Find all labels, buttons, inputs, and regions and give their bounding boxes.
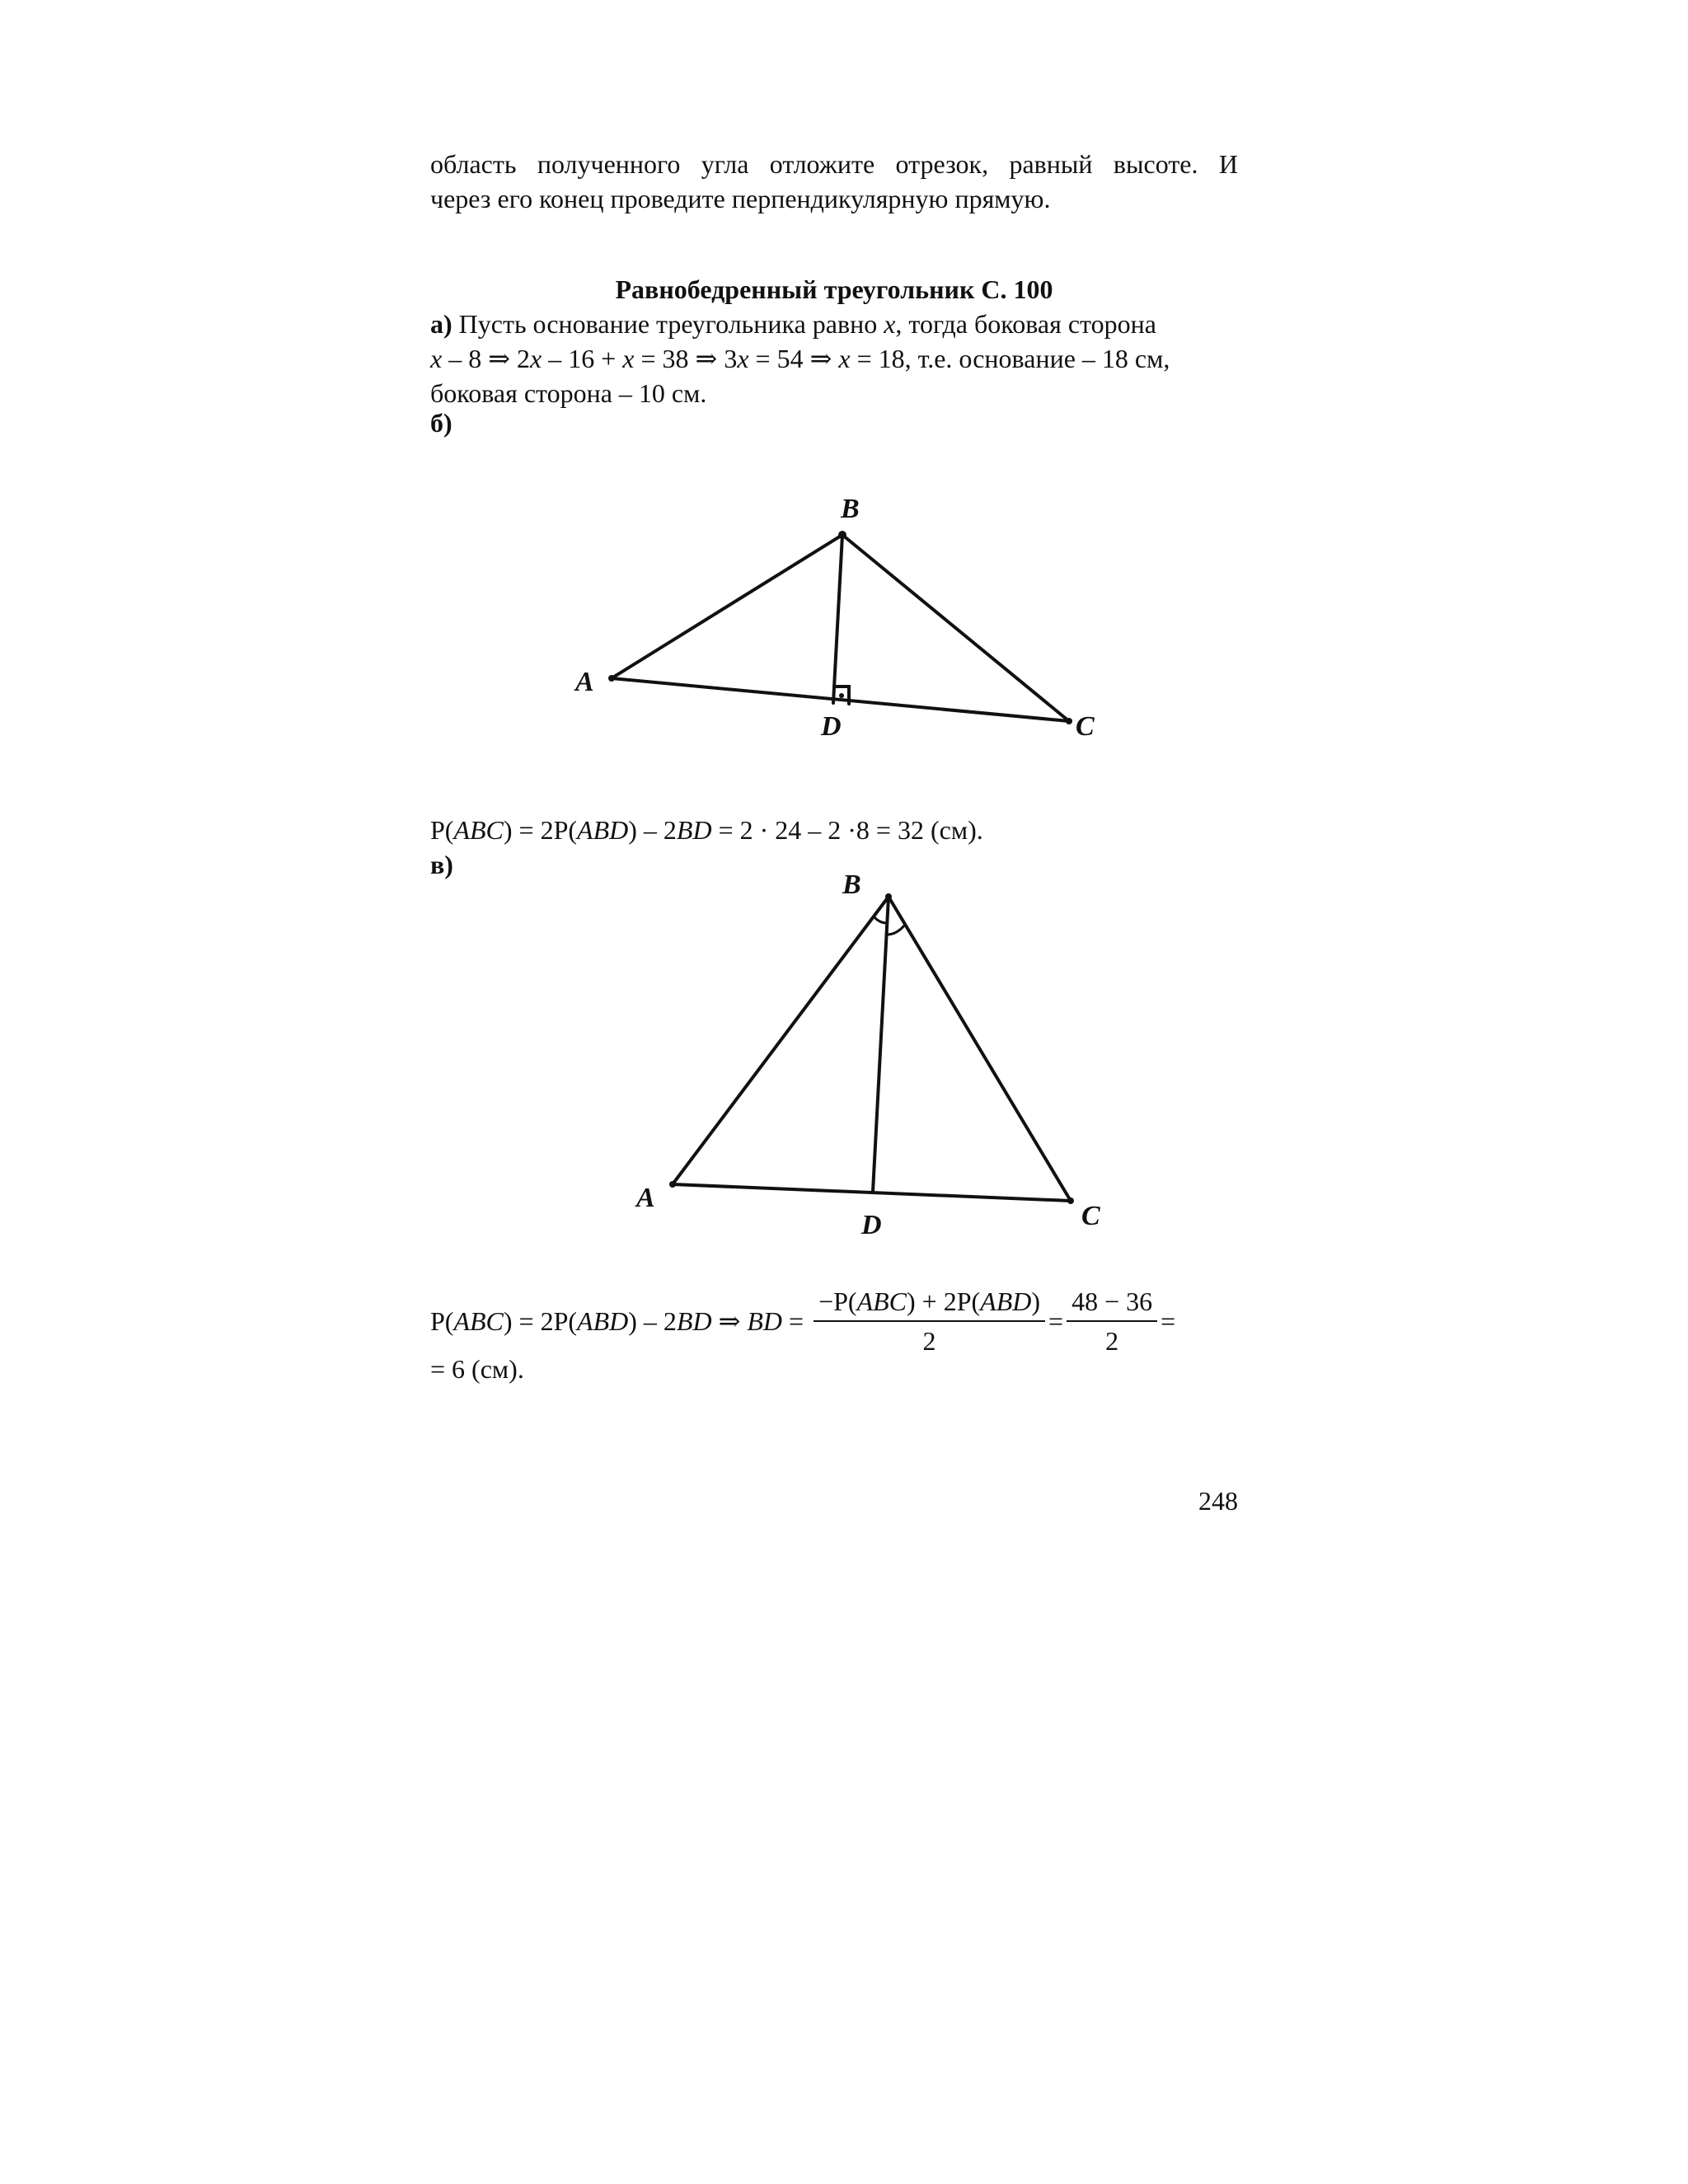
formula-var: ABC [453,815,504,845]
equation-text: = 18, т.е. основание – 18 см, [850,344,1170,373]
label-d: D [821,711,842,742]
formula-text: ) [1031,1286,1041,1316]
side-bc [842,535,1069,721]
bisector-bd [873,897,889,1192]
formula-text: ) – 2 [628,1306,677,1336]
equation-text: = 38 ⇒ 3 [634,344,738,373]
part-v-formula [430,1284,1254,1358]
formula-text: ) + 2P( [907,1286,981,1316]
label-d: D [861,1210,882,1240]
figure-v-triangle [626,865,1121,1244]
label-b: B [841,494,860,524]
perimeter-formula-b [430,813,1238,847]
part-a-line-1 [430,307,1238,341]
part-a-label: а) [430,309,452,339]
label-c: C [1081,1201,1100,1231]
intro-line-1: область полученного угла отложите отрезок, равный высоте. И [430,149,1238,179]
part-b-label: б) [430,408,452,438]
formula-var: BD [676,1306,712,1336]
right-angle-dot [839,693,844,698]
label-b: B [842,869,861,900]
formula-text: P( [430,815,454,845]
formula-text: ⇒ [711,1306,748,1336]
vertex-b [885,893,892,900]
formula-text: ) – 2 [628,815,677,845]
label-a: A [575,667,594,697]
equals-sign: = [1048,1306,1064,1336]
formula-text: ) = 2P( [503,1306,578,1336]
variable-x: x [430,344,443,373]
perimeter-formula-v [430,1284,1254,1358]
side-bc [889,897,1071,1201]
formula-text: = [782,1306,811,1336]
formula-var: ABC [453,1306,504,1336]
fraction-2-denominator: 2 [1105,1326,1119,1356]
angle-mark-2 [887,925,905,935]
part-a-line-3: боковая сторона – 10 см. [430,378,707,408]
formula-text: −P( [818,1286,857,1316]
variable-x: x [530,344,542,373]
vertex-c [1067,1197,1074,1204]
formula-text: = 2 · 24 – 2 ·8 = 32 (см). [711,815,983,845]
result-text: = 6 (см). [430,1354,524,1384]
label-c: C [1076,711,1095,742]
variable-x: x [737,344,749,373]
vertex-a [608,675,615,682]
equation-left [430,341,1170,376]
vertex-b [838,531,846,539]
part-b-formula [430,813,1238,847]
page-number: 248 [1198,1486,1238,1516]
part-a [430,307,1238,410]
part-b-label-row [430,405,1238,440]
fraction-1-denominator: 2 [922,1326,936,1356]
vertex-c [1066,718,1072,724]
formula-var: ABD [577,1306,629,1336]
equation-text: – 16 + [542,344,623,373]
fraction-1-numerator [814,1284,1045,1322]
fraction-1 [814,1284,1045,1358]
variable-x: x [622,344,635,373]
part-a-text-1: Пусть основание треугольника равно [452,309,884,339]
section-title: Равнобедренный треугольник С. 100 [615,274,1053,304]
fraction-2 [1067,1284,1157,1358]
vertex-a [669,1181,676,1188]
figure-b-triangle [560,486,1121,758]
formula-var: ABD [577,815,629,845]
side-ab [612,535,842,678]
intro-line-2: через его конец проведите перпендикулярную прямую. [430,184,1051,213]
fraction-2-numerator: 48 − 36 [1067,1284,1157,1322]
height-bd [833,535,842,703]
part-v-result [430,1352,1238,1386]
equation-text: = 54 ⇒ [748,344,839,373]
formula-text: P( [430,1306,454,1336]
formula-text: ) = 2P( [503,815,578,845]
part-a-line-2 [430,341,1238,376]
part-a-text-2: , тогда боковая сторона [895,309,1156,339]
equation-text: – 8 ⇒ 2 [442,344,531,373]
formula-var: BD [676,815,712,845]
variable-x: x [838,344,851,373]
angle-mark-1 [874,916,887,923]
equals-sign: = [1160,1306,1176,1336]
variable-x: x [884,309,896,339]
intro-paragraph [430,147,1238,216]
formula-var: ABD [980,1286,1032,1316]
side-ab [673,897,889,1184]
part-v-label: в) [430,850,453,879]
formula-var: ABC [856,1286,907,1316]
label-a: A [636,1183,655,1213]
formula-var: BD [747,1306,783,1336]
